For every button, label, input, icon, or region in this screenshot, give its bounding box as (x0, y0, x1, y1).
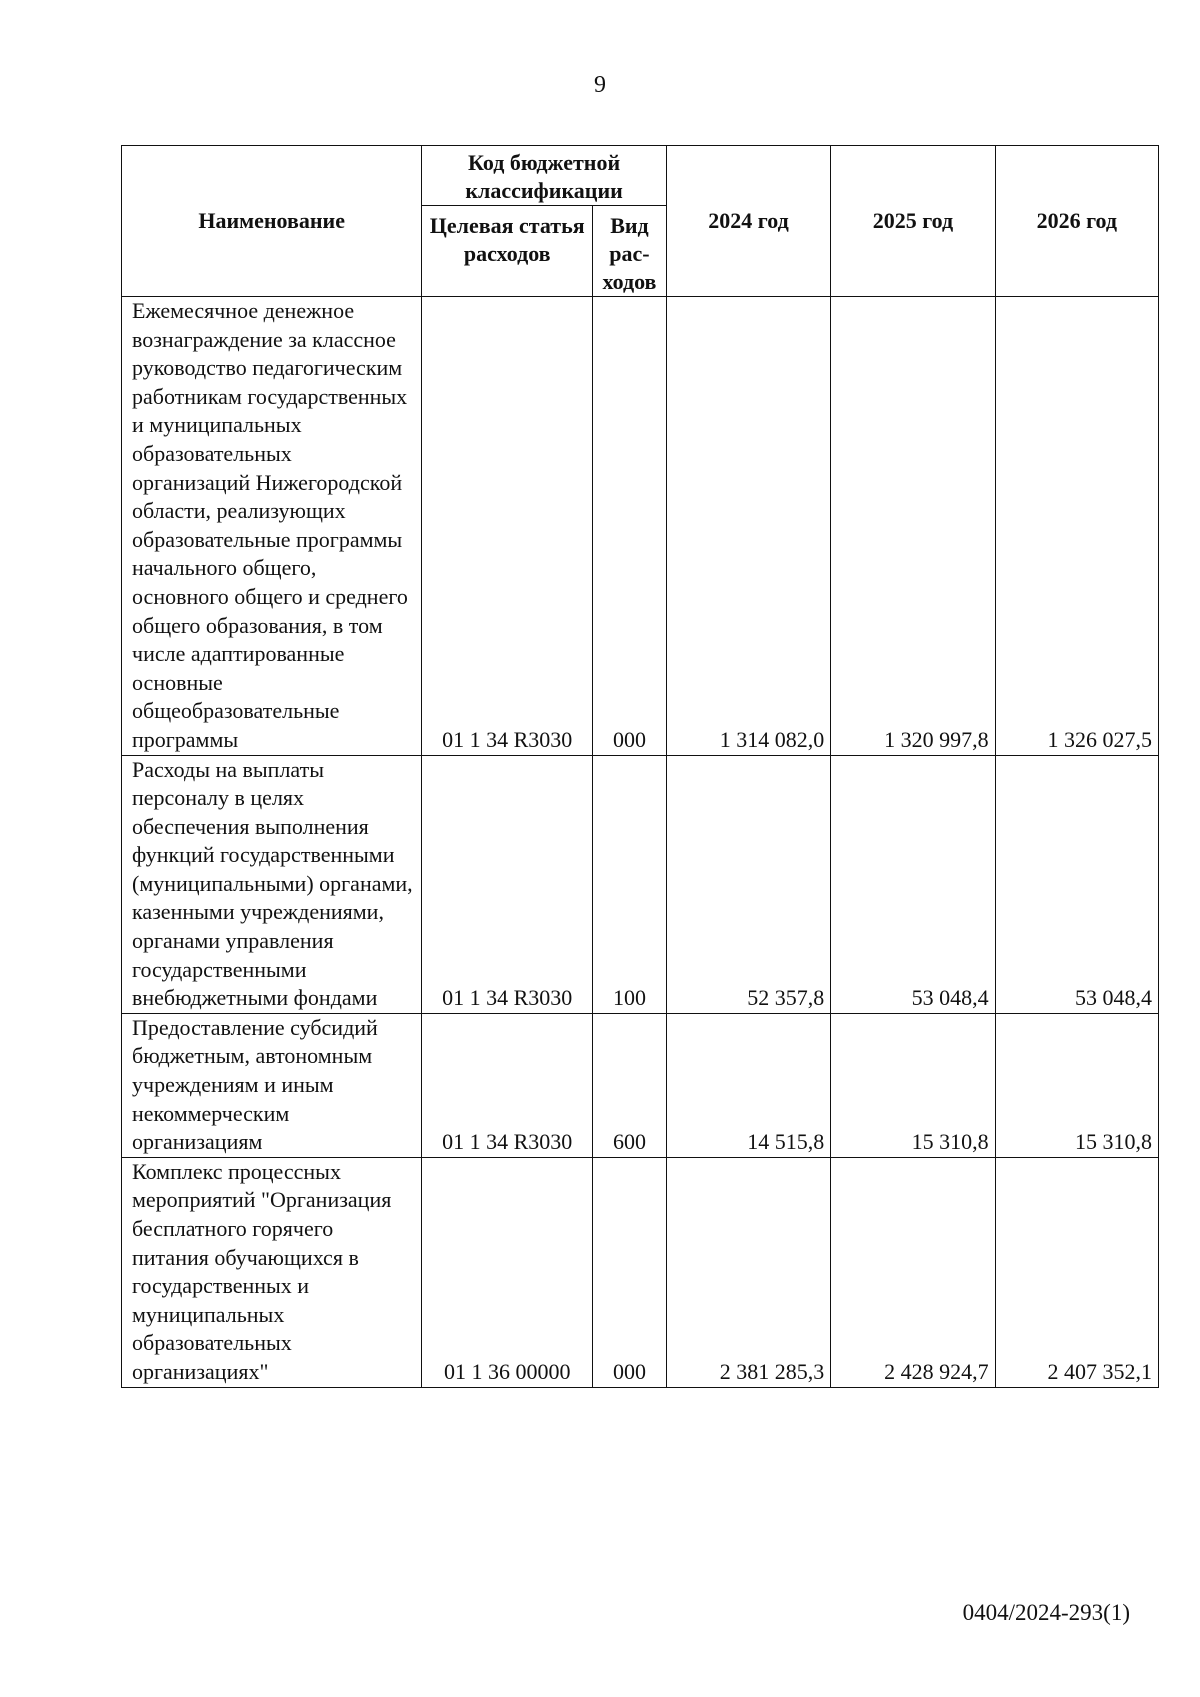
row-2025-value: 2 428 924,7 (831, 1157, 995, 1387)
row-2025-value: 1 320 997,8 (831, 297, 995, 756)
row-2026-value: 1 326 027,5 (995, 297, 1158, 756)
row-target-code: 01 1 36 00000 (422, 1157, 593, 1387)
table-row (122, 1157, 1159, 1387)
row-2024-value: 2 381 285,3 (666, 1157, 830, 1387)
header-2025: 2025 год (831, 146, 995, 297)
row-2024-value: 14 515,8 (666, 1013, 830, 1157)
row-expense-type: 600 (593, 1013, 667, 1157)
row-expense-type: 100 (593, 755, 667, 1013)
row-2025-value: 15 310,8 (831, 1013, 995, 1157)
row-name: Комплекс процессных мероприятий "Организация бесплатного горячего питания обучающихся в государственных и муниципальных образовательных организациях" (122, 1157, 422, 1387)
row-2026-value: 15 310,8 (995, 1013, 1158, 1157)
row-expense-type: 000 (593, 297, 667, 756)
row-name: Ежемесячное денежное вознаграждение за классное руководство педагогическим работникам государственных и муниципальных образовательных организаций Нижегородской области, реализующих образовательные программы начального общего, основного общего и среднего общего образования, в том числе адаптированные основные общеобразовательные программы (122, 297, 422, 756)
budget-table (121, 145, 1159, 1388)
row-2024-value: 1 314 082,0 (666, 297, 830, 756)
header-name: Наименование (122, 146, 422, 297)
row-expense-type: 000 (593, 1157, 667, 1387)
header-row (122, 146, 1159, 206)
header-kbk: Код бюджетной классификации (422, 146, 666, 206)
document-number: 0404/2024-293(1) (962, 1600, 1130, 1625)
row-name: Расходы на выплаты персоналу в целях обеспечения выполнения функций государственными (муниципальными) органами, казенными учреждениями, органами управления государственными внебюджетными фондами (122, 755, 422, 1013)
page-number: 9 (594, 72, 606, 98)
header-2026: 2026 год (995, 146, 1158, 297)
row-2024-value: 52 357,8 (666, 755, 830, 1013)
header-2024: 2024 год (666, 146, 830, 297)
row-2026-value: 2 407 352,1 (995, 1157, 1158, 1387)
table-row (122, 755, 1159, 1013)
row-name: Предоставление субсидий бюджетным, автономным учреждениям и иным некоммерческим организациям (122, 1013, 422, 1157)
table-row (122, 1013, 1159, 1157)
row-2026-value: 53 048,4 (995, 755, 1158, 1013)
row-target-code: 01 1 34 R3030 (422, 755, 593, 1013)
row-target-code: 01 1 34 R3030 (422, 1013, 593, 1157)
table-row (122, 297, 1159, 756)
row-2025-value: 53 048,4 (831, 755, 995, 1013)
row-target-code: 01 1 34 R3030 (422, 297, 593, 756)
header-target-article: Целевая статья расходов (422, 206, 593, 297)
header-expense-type: Вид рас-ходов (593, 206, 667, 297)
